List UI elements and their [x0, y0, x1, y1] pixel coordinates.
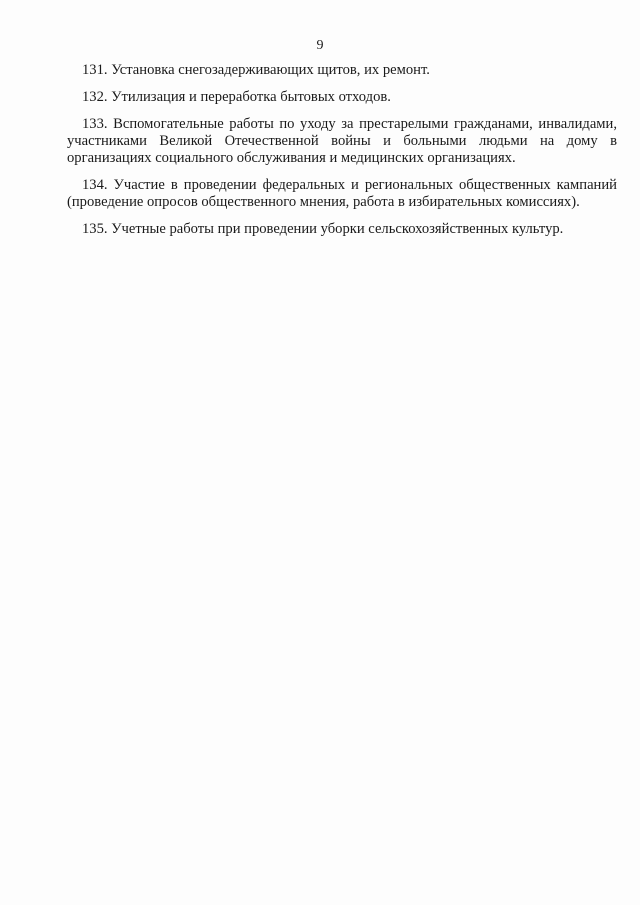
document-body	[67, 62, 617, 248]
page-number: 9	[316, 38, 324, 53]
list-item-134: 134. Участие в проведении федеральных и региональных общественных кампаний (проведение опросов общественного мнения, работа в избирательных комиссиях).	[67, 177, 617, 210]
list-item-133: 133. Вспомогательные работы по уходу за престарелыми гражданами, инвалидами, участниками Великой Отечественной войны и больными людьми на дому в организациях социального обслуживания и медицинских организациях.	[67, 116, 617, 166]
list-item-132: 132. Утилизация и переработка бытовых отходов.	[82, 89, 391, 105]
list-item-131: 131. Установка снегозадерживающих щитов, их ремонт.	[82, 62, 430, 78]
list-item-135: 135. Учетные работы при проведении уборки сельскохозяйственных культур.	[82, 221, 564, 237]
